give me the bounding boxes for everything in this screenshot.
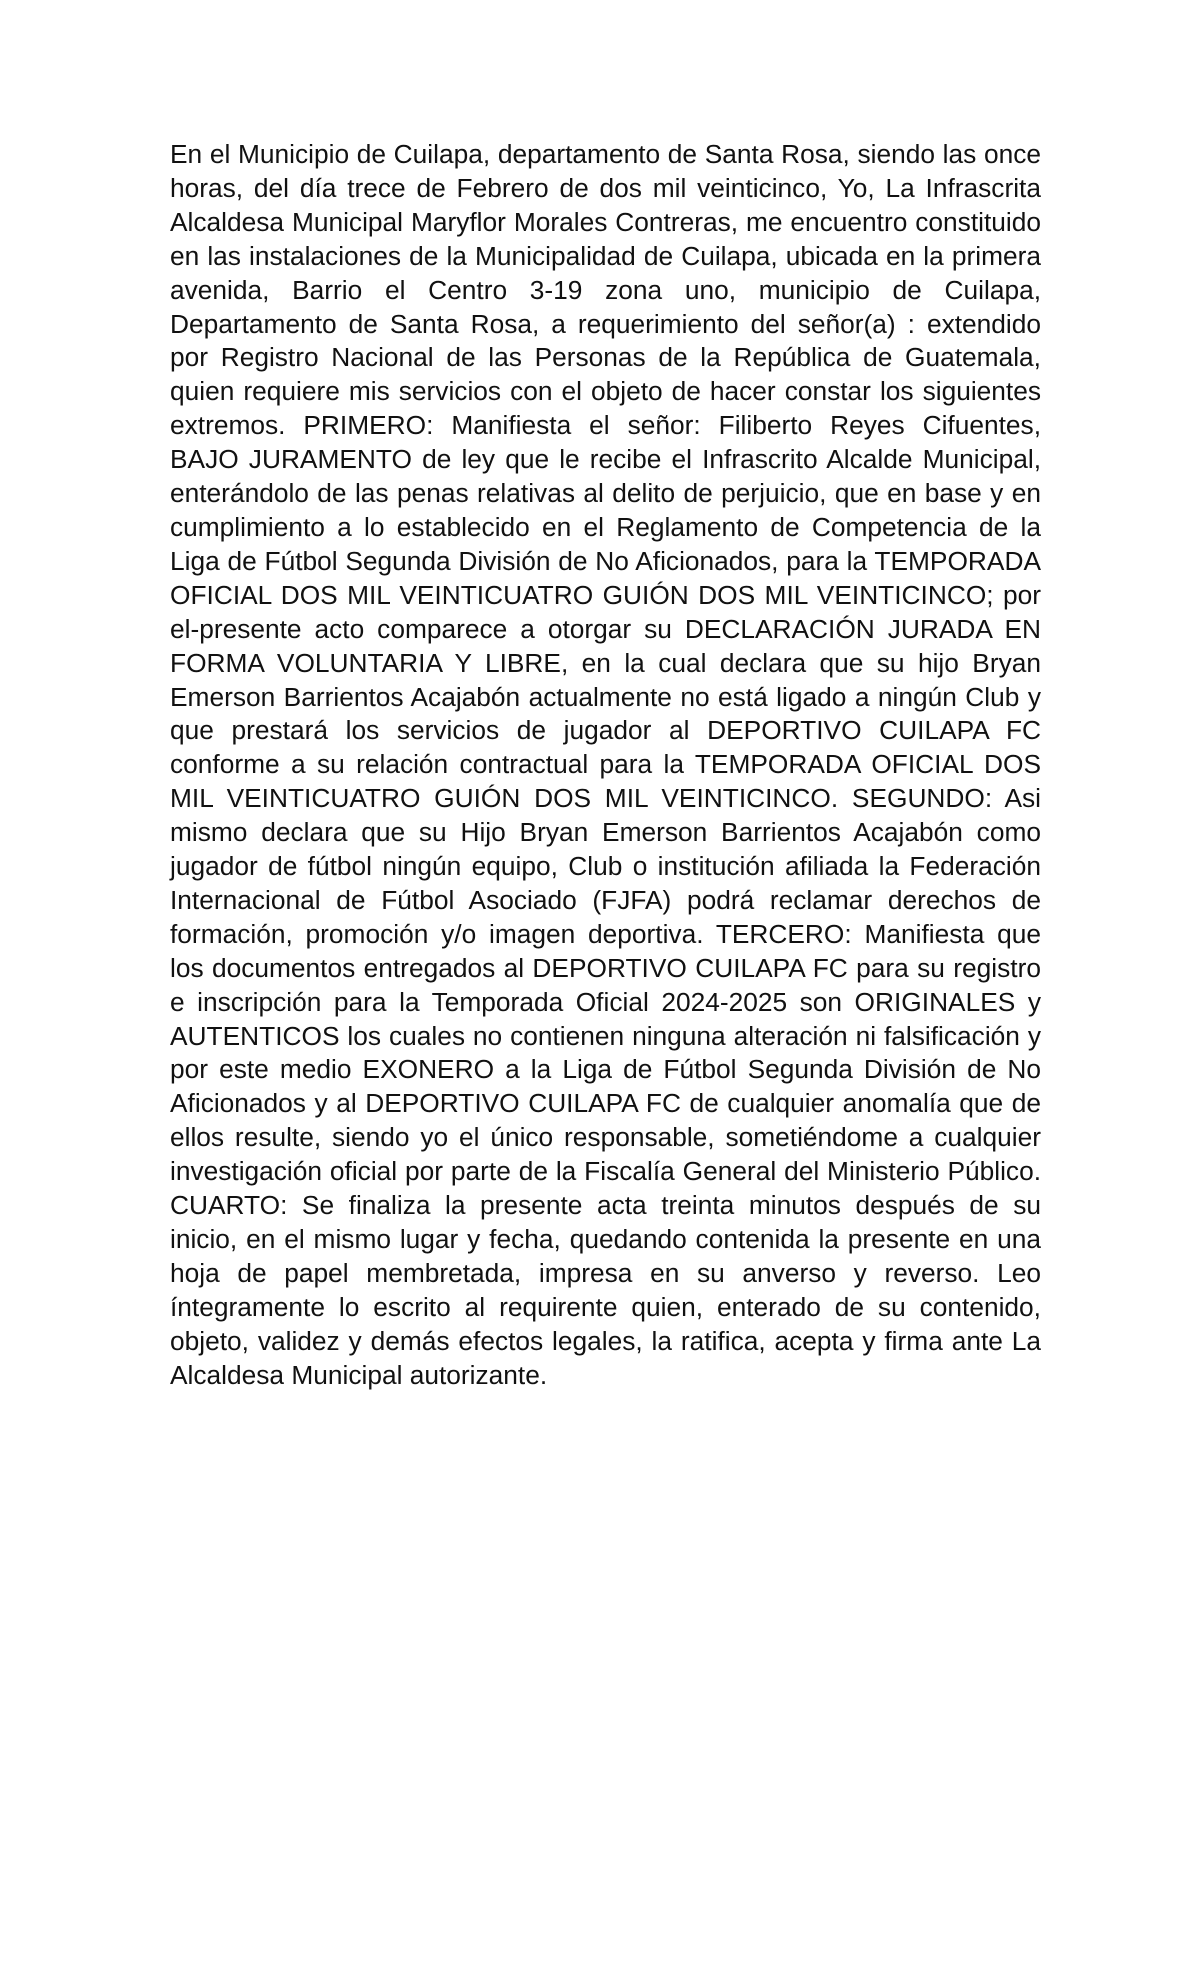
declaration-body-text: En el Municipio de Cuilapa, departamento de Santa Rosa, siendo las once horas, del día trece de Febrero de dos mil veinticinco, Yo, La Infrascrita Alcaldesa Municipal Maryflor Morales Contreras, me encuentro constituido en las instalaciones de la Municipalidad de Cuilapa, ubicada en la primera avenida, Barrio el Centro 3-19 zona uno, municipio de Cuilapa, Departamento de Santa Rosa, a requerimiento del señor(a) : extendido por Registro Nacional de las Personas de la República de Guatemala, quien requiere mis servicios con el objeto de hacer constar los siguientes extremos. PRIMERO: Manifiesta el señor: Filiberto Reyes Cifuentes, BAJO JURAMENTO de ley que le recibe el Infrascrito Alcalde Municipal, enterándolo de las penas relativas al delito de perjuicio, que en base y en cumplimiento a lo establecido en el Reglamento de Competencia de la Liga de Fútbol Segunda División de No Aficionados, para la TEMPORADA OFICIAL DOS MIL VEINTICUATRO GUIÓN DOS MIL VEINTICINCO; por el-presente acto comparece a otorgar su DECLARACIÓN JURADA EN FORMA VOLUNTARIA Y LIBRE, en la cual declara que su hijo Bryan Emerson Barrientos Acajabón actualmente no está ligado a ningún Club y que prestará los servicios de jugador al DEPORTIVO CUILAPA FC conforme a su relación contractual para la TEMPORADA OFICIAL DOS MIL VEINTICUATRO GUIÓN DOS MIL VEINTICINCO. SEGUNDO: Asi mismo declara que su Hijo Bryan Emerson Barrientos Acajabón como jugador de fútbol ningún equipo, Club o institución afiliada la Federación Internacional de Fútbol Asociado (FJFA) podrá reclamar derechos de formación, promoción y/o imagen deportiva. TERCERO: Manifiesta que los documentos entregados al DEPORTIVO CUILAPA FC para su registro e inscripción para la Temporada Oficial 2024-2025 son ORIGINALES y AUTENTICOS los cuales no contienen ninguna alteración ni falsificación y por este medio EXONERO a la Liga de Fútbol Segunda División de No Aficionados y al DEPORTIVO CUILAPA FC de cualquier anomalía que de ellos resulte, siendo yo el único responsable, sometiéndome a cualquier investigación oficial por parte de la Fiscalía General del Ministerio Público. CUARTO: Se finaliza la presente acta treinta minutos después de su inicio, en el mismo lugar y fecha, quedando contenida la presente en una hoja de papel membretada, impresa en su anverso y reverso. Leo íntegramente lo escrito al requirente quien, enterado de su contenido, objeto, validez y demás efectos legales, la ratifica, acepta y firma ante La Alcaldesa Municipal autorizante. [170,139,1041,1390]
